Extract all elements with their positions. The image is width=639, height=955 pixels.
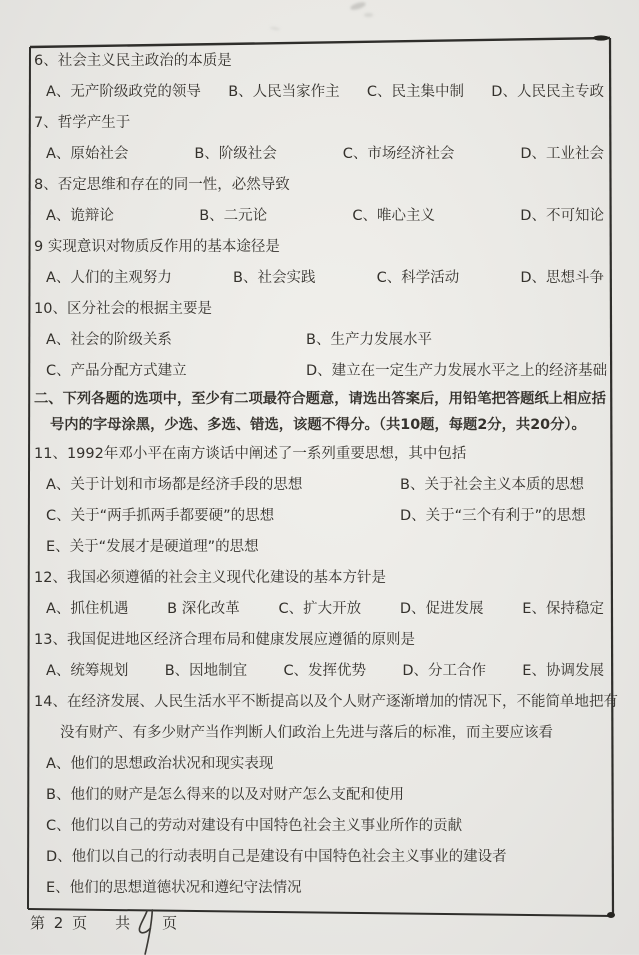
question-option: A、他们的思想政治状况和现实表现 xyxy=(46,755,274,772)
question-7-options xyxy=(34,139,606,170)
question-14-option-d xyxy=(34,842,606,873)
question-option: B、因地制宜 xyxy=(164,662,248,679)
question-6-options xyxy=(34,77,606,108)
question-8-stem xyxy=(34,170,606,201)
question-stem: 6、社会主义民主政治的本质是 xyxy=(34,52,232,69)
exam-content xyxy=(34,46,618,904)
question-option: E、协调发展 xyxy=(522,662,604,679)
question-option: B 深化改革 xyxy=(167,600,240,617)
question-option: C、市场经济社会 xyxy=(342,145,455,162)
question-option: C、他们以自己的劳动对建设有中国特色社会主义事业所作的贡献 xyxy=(46,817,463,834)
question-option: A、人们的主观努力 xyxy=(46,269,172,286)
question-option: B、他们的财产是怎么得来的以及对财产怎么支配和使用 xyxy=(46,786,404,803)
question-stem: 10、区分社会的根据主要是 xyxy=(34,300,212,317)
question-14-option-b xyxy=(34,780,606,811)
question-7-stem xyxy=(34,108,606,139)
handwritten-total-pages xyxy=(135,909,161,955)
section-two-heading-line2 xyxy=(34,413,606,439)
question-option: B、二元论 xyxy=(199,207,268,224)
total-pages-suffix: 页 xyxy=(162,914,180,932)
question-10-options-row2 xyxy=(34,356,606,387)
question-option: B、阶级社会 xyxy=(194,145,277,162)
question-14-stem-line2 xyxy=(34,718,606,749)
question-option: D、他们以自己的行动表明自己是建设有中国特色社会主义事业的建设者 xyxy=(46,848,507,865)
question-9-options xyxy=(34,263,606,294)
question-option: D、关于“三个有利于”的思想 xyxy=(400,507,586,524)
question-6-stem xyxy=(34,46,606,77)
question-option: C、科学活动 xyxy=(376,269,460,286)
question-12-options xyxy=(34,594,606,625)
question-11-options-row1 xyxy=(34,470,606,501)
question-8-options xyxy=(34,201,606,232)
question-13-options xyxy=(34,656,606,687)
question-stem: 11、1992年邓小平在南方谈话中阐述了一系列重要思想，其中包括 xyxy=(34,445,467,462)
question-11-stem xyxy=(34,439,606,470)
question-14-stem-line1 xyxy=(34,687,618,718)
section-heading-text: 号内的字母涂黑，少选、多选、错选，该题不得分。（共10题，每题2分，共20分）。 xyxy=(50,417,586,434)
question-10-stem xyxy=(34,294,606,325)
question-option: C、唯心主义 xyxy=(352,207,436,224)
question-option: A、原始社会 xyxy=(46,145,129,162)
scan-smudge xyxy=(349,1,366,12)
question-10-options-row1 xyxy=(34,325,606,356)
question-option: D、分工合作 xyxy=(402,662,487,679)
question-stem: 8、否定思维和存在的同一性，必然导致 xyxy=(34,176,290,193)
question-stem: 没有财产、有多少财产当作判断人们政治上先进与落后的标准，而主要应该看 xyxy=(60,724,553,741)
question-option: B、社会实践 xyxy=(233,269,316,286)
question-stem: 14、在经济发展、人民生活水平不断提高以及个人财产逐渐增加的情况下，不能简单地把有 xyxy=(34,693,618,710)
question-option: C、关于“两手抓两手都要硬”的思想 xyxy=(46,507,275,524)
question-11-options-row3 xyxy=(34,532,606,563)
question-14-option-a xyxy=(34,749,606,780)
total-pages-prefix: 共 xyxy=(115,914,133,932)
question-option: A、无产阶级政党的领导 xyxy=(46,83,201,100)
question-option: B、生产力发展水平 xyxy=(306,331,432,348)
page-number-label: 第 2 页 xyxy=(30,914,90,932)
question-12-stem xyxy=(34,563,606,594)
question-option: A、抓住机遇 xyxy=(46,600,129,617)
question-option: D、不可知论 xyxy=(520,207,604,224)
ink-blob xyxy=(593,35,609,40)
question-stem: 9 实现意识对物质反作用的基本途径是 xyxy=(34,238,280,255)
question-stem: 12、我国必须遵循的社会主义现代化建设的基本方针是 xyxy=(34,569,386,586)
question-option: A、社会的阶级关系 xyxy=(46,331,172,348)
question-option: C、产品分配方式建立 xyxy=(46,362,187,379)
section-heading-text: 二、下列各题的选项中，至少有二项最符合题意，请选出答案后，用铅笔把答题纸上相应括 xyxy=(34,391,606,408)
question-option: D、建立在一定生产力发展水平之上的经济基础 xyxy=(306,362,608,379)
question-11-options-row2 xyxy=(34,501,606,532)
question-stem: 7、哲学产生于 xyxy=(34,114,131,131)
question-13-stem xyxy=(34,625,606,656)
question-option: E、保持稳定 xyxy=(522,600,604,617)
section-two-heading-line1 xyxy=(34,387,606,413)
question-option: D、工业社会 xyxy=(520,145,604,162)
question-option: E、关于“发展才是硬道理”的思想 xyxy=(46,538,259,555)
question-option: B、人民当家作主 xyxy=(228,83,340,100)
question-option: D、思想斗争 xyxy=(520,269,604,286)
question-option: A、统筹规划 xyxy=(46,662,129,679)
question-option: C、民主集中制 xyxy=(366,83,465,100)
question-option: A、诡辩论 xyxy=(46,207,114,224)
question-option: C、扩大开放 xyxy=(278,600,362,617)
question-9-stem xyxy=(34,232,606,263)
question-option: D、促进发展 xyxy=(399,600,484,617)
question-option: D、人民民主专政 xyxy=(491,83,604,100)
question-option: E、他们的思想道德状况和遵纪守法情况 xyxy=(46,879,302,896)
scan-smudge xyxy=(364,13,373,17)
ink-blob xyxy=(607,912,615,918)
question-stem: 13、我国促进地区经济合理布局和健康发展应遵循的原则是 xyxy=(34,631,415,648)
scan-smudge xyxy=(270,26,280,31)
question-14-option-e xyxy=(34,873,606,904)
question-option: A、关于计划和市场都是经济手段的思想 xyxy=(46,476,303,493)
page-footer xyxy=(30,912,179,955)
question-14-option-c xyxy=(34,811,606,842)
question-option: C、发挥优势 xyxy=(283,662,367,679)
question-option: B、关于社会主义本质的思想 xyxy=(400,476,584,493)
